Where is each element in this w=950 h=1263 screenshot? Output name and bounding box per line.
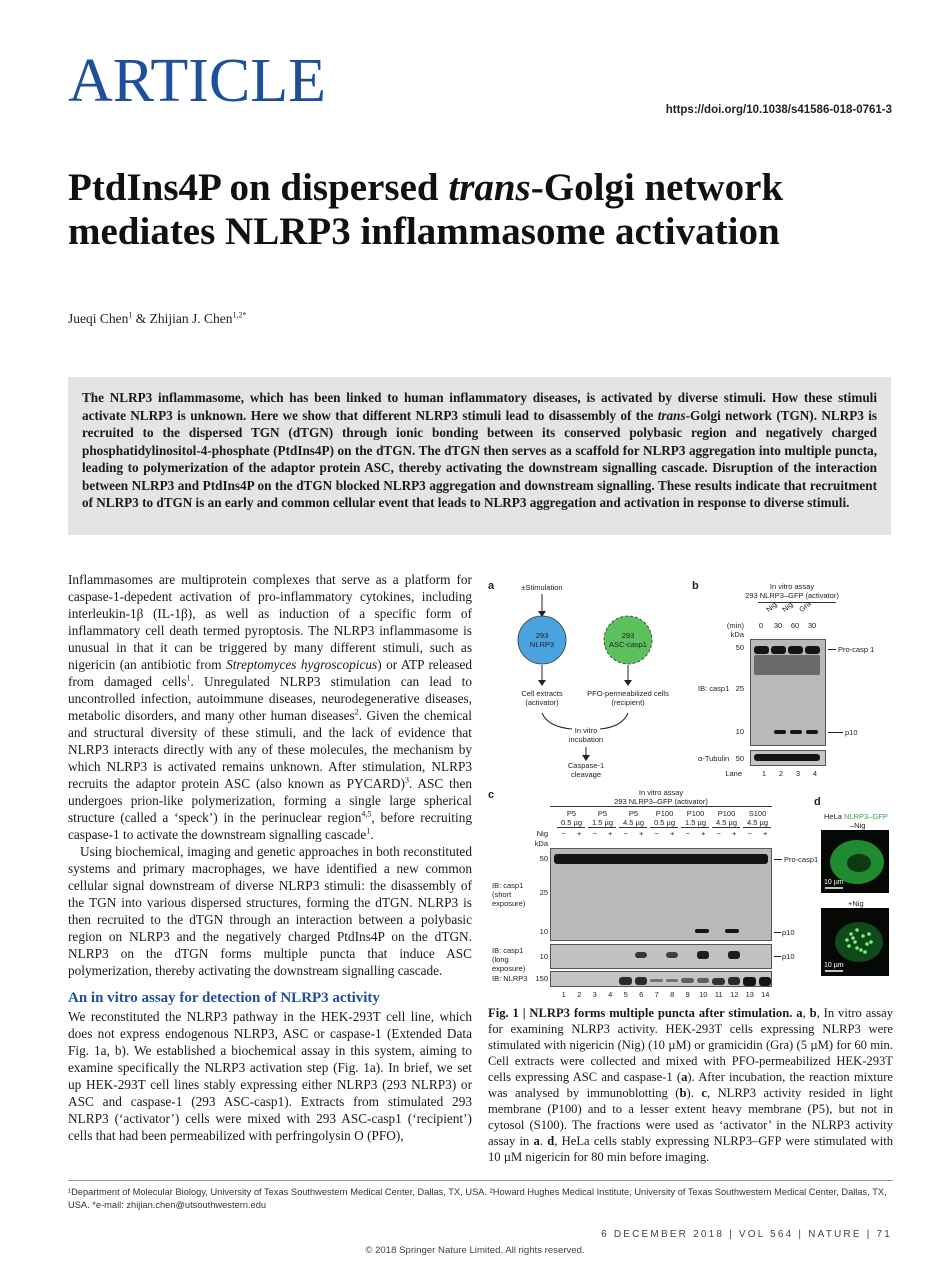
caption-title: Fig. 1 | NLRP3 forms multiple puncta after stimulation. bbox=[488, 1006, 793, 1020]
body-paragraph-3: We reconstituted the NLRP3 pathway in the HEK-293T cell line, which does not express endogenous NLRP3, ASC or caspase-1 (Extended Data Fig. 1a, b). We established a biochemical assay in this system, aiming to examine specifically the NLRP3 activation step (Fig. 1a). In brief, we set up HEK-293T cell lines stably expressing either NLRP3 (293 NLRP3) or ASC and caspase-1 (293 ASC-casp1). Extracts from stimulated 293 NLRP3 (‘activator’) cells were mixed with 293 ASC-casp1 (‘recipient’) cells that had been permeabilized with perfringolysin O (PFO), bbox=[68, 1009, 472, 1143]
time-label: 0 bbox=[758, 621, 764, 630]
caption-panel-ref: c bbox=[701, 1086, 707, 1100]
mw-marker: 50 bbox=[735, 643, 744, 652]
nlrp3-punctum bbox=[851, 936, 855, 940]
band-nlrp3 bbox=[635, 977, 648, 985]
lane-number: 3 bbox=[795, 769, 801, 778]
caption-text: , HeLa cells stably expressing NLRP3–GFP were stimulated with 10 µM nigericin for 80 min before imaging. bbox=[488, 1134, 894, 1164]
nig-sign: − bbox=[747, 829, 752, 838]
hela-text: HeLa bbox=[824, 812, 842, 821]
copyright-line: © 2018 Springer Nature Limited. All rights reserved. bbox=[365, 1245, 585, 1256]
reference-link[interactable]: 1 bbox=[366, 826, 371, 836]
band-nlrp3 bbox=[759, 977, 772, 986]
lane-number: 4 bbox=[812, 769, 818, 778]
band bbox=[788, 646, 803, 654]
lane-number: 8 bbox=[670, 990, 675, 999]
kda-label: kDa bbox=[730, 630, 744, 639]
nig-sign: − bbox=[716, 829, 721, 838]
band-nlrp3 bbox=[697, 978, 710, 983]
page-footer: 6 DECEMBER 2018 | VOL 564 | NATURE | 71 bbox=[601, 1229, 892, 1240]
caption-text: ). bbox=[686, 1086, 702, 1100]
body-text: Inflammasomes are multiprotein complexes that serve as a platform for caspase-1-depedent activation of pro-inflammatory cytokines, including interleukin-1β (IL-1β), as well as induction of a specific form of inflammatory cell death termed pyroptosis. The NLRP3 inflammasome is unusual in that it can be triggered by many different stimuli, such as nigericin (an antibiotic from bbox=[68, 572, 472, 672]
fraction-group-label: P100 1.5 µg bbox=[684, 809, 706, 827]
body-paragraph-2: Using biochemical, imaging and genetic approaches in both reconstituted systems and primary macrophages, we have identified a new common cellular signal downstream of diverse NLRP3 stimuli: the disassembly of the TGN into various dispersed structures, forming the dTGN. NLRP3 is then recruited to the dTGN through an interaction between a polybasic region on NLRP3 and the negatively charged PtdIns4P on the dTGN. NLRP3 on the dTGN forms multiple puncta that induce ASC polymerization, thereby activating the downstream signalling cascade. bbox=[68, 844, 472, 978]
col-label-nig: Nig bbox=[764, 599, 779, 614]
panel-b-label: b bbox=[692, 580, 699, 592]
abstract-box bbox=[68, 377, 891, 535]
lane-number: 1 bbox=[561, 990, 566, 999]
p10-label: p10 bbox=[782, 952, 795, 961]
group-bracket bbox=[619, 827, 647, 828]
panel-c-label: c bbox=[488, 789, 495, 801]
p10-label: p10 bbox=[782, 928, 795, 937]
stimulation-label: ±Stimulation bbox=[521, 583, 563, 592]
author-2-affil: 1,2* bbox=[232, 310, 247, 320]
band-p10 bbox=[790, 730, 802, 734]
col-label-gra: Gra bbox=[797, 599, 813, 614]
caption-panel-ref: a bbox=[796, 1006, 803, 1020]
author-1-affil: 1 bbox=[128, 310, 133, 320]
invitro-label: In vitro incubation bbox=[568, 726, 604, 744]
lane-number: 13 bbox=[745, 990, 754, 999]
panel-d-label: d bbox=[814, 796, 821, 808]
nlrp3-punctum bbox=[869, 940, 873, 944]
p10-label: p10 bbox=[845, 728, 858, 737]
pro-casp1-label: Pro-casp 1 bbox=[838, 645, 875, 654]
nig-sign: + bbox=[732, 829, 737, 838]
nlrp3-punctum bbox=[853, 940, 857, 944]
title-part2: -Golgi network mediates NLRP3 inflammasome activation bbox=[68, 166, 784, 253]
figure-1 bbox=[488, 577, 893, 1002]
lane-number: 4 bbox=[608, 990, 613, 999]
circle-1-label: 293 NLRP3 bbox=[529, 631, 555, 649]
micrograph-plus-nig bbox=[821, 908, 889, 976]
reference-link[interactable]: 1 bbox=[186, 673, 191, 683]
nig-sign: − bbox=[685, 829, 690, 838]
lane-number: 5 bbox=[623, 990, 628, 999]
body-text: . Unregulated NLRP3 stimulation can lead to uncontrolled infection, autoimmune diseases, neurodegenerative diseases, metabolic disorders, and many other human diseases bbox=[68, 674, 472, 723]
group-bracket bbox=[712, 827, 740, 828]
nlrp3-punctum bbox=[849, 932, 853, 936]
fraction-group-label: P100 4.5 µg bbox=[715, 809, 737, 827]
fraction-group-label: P5 4.5 µg bbox=[622, 809, 644, 827]
time-label: 30 bbox=[807, 621, 817, 630]
section-heading: An in vitro assay for detection of NLRP3 activity bbox=[68, 990, 380, 1006]
scale-label: 10 µm bbox=[824, 879, 844, 886]
group-bracket bbox=[743, 827, 771, 828]
lane-number: 2 bbox=[778, 769, 784, 778]
band-nlrp3 bbox=[728, 977, 741, 985]
hela-label bbox=[824, 812, 888, 821]
caption-panel-ref: a bbox=[533, 1134, 540, 1148]
body-paragraph-1 bbox=[68, 571, 472, 843]
caption-text: , bbox=[802, 1006, 810, 1020]
band-nlrp3 bbox=[712, 978, 725, 985]
band-p10-long bbox=[635, 952, 648, 958]
extracts-label: Cell extracts (activator) bbox=[521, 689, 563, 707]
nlrp3-punctum bbox=[867, 932, 871, 936]
panel-c-title: In vitro assay 293 NLRP3–GFP (activator) bbox=[614, 788, 708, 806]
nig-sign: − bbox=[561, 829, 566, 838]
lane-number: 14 bbox=[761, 990, 770, 999]
lane-number: 6 bbox=[639, 990, 644, 999]
caption-text: . bbox=[539, 1134, 548, 1148]
nig-label: Nig bbox=[536, 829, 548, 838]
caption-text: , In vitro assay for examining NLRP3 activity. HEK-293T cells expressing NLRP3 were stimulated with nigericin (Nig) (10 µM) or gramicidin (Gra) (5 µM) for 60 min. Cell extracts were collected and mixed with PFO-permeabilized HEK-293T cells expressing ASC and caspase-1 ( bbox=[488, 1006, 894, 1084]
fraction-group-label: P100 0.5 µg bbox=[653, 809, 675, 827]
abstract-text bbox=[82, 389, 877, 512]
body-text: ) or ATP released from damaged cells bbox=[68, 657, 473, 689]
group-bracket bbox=[588, 827, 616, 828]
lane-number: 1 bbox=[761, 769, 767, 778]
band-procasp1 bbox=[554, 854, 768, 864]
band-nlrp3 bbox=[666, 979, 679, 983]
doi-link[interactable]: https://doi.org/10.1038/s41586-018-0761-3 bbox=[665, 104, 892, 116]
figure-caption bbox=[488, 1005, 893, 1165]
fraction-group-label: P5 0.5 µg bbox=[560, 809, 582, 827]
band-p10-long bbox=[666, 952, 679, 958]
lane-number: 10 bbox=[699, 990, 708, 999]
nig-sign: + bbox=[701, 829, 706, 838]
panel-a-diagram bbox=[488, 577, 688, 782]
affiliations-footnote: ¹Department of Molecular Biology, University of Texas Southwestern Medical Center, Dallas, TX, USA. ²Howard Hughes Medical Institute, University of Texas Southwestern Medical Center, Dallas, TX, USA. *e-mail: zhijian.chen@utsouthwestern.edu bbox=[68, 1187, 887, 1210]
reference-link[interactable]: 4,5 bbox=[361, 809, 372, 819]
body-text: . bbox=[370, 827, 374, 842]
nig-sign: − bbox=[592, 829, 597, 838]
title-italic: trans bbox=[448, 166, 531, 209]
band-p10 bbox=[695, 929, 709, 933]
article-title bbox=[68, 166, 908, 254]
nig-sign: + bbox=[763, 829, 768, 838]
caption-panel-ref: b bbox=[679, 1086, 687, 1100]
lane-number: 12 bbox=[730, 990, 739, 999]
nig-sign: − bbox=[654, 829, 659, 838]
tubulin-label: α-Tubulin bbox=[698, 754, 730, 763]
group-bracket bbox=[557, 827, 585, 828]
nlrp3-punctum bbox=[845, 938, 849, 942]
body-column bbox=[68, 571, 472, 1144]
ib-long-label: IB: casp1 (long exposure) bbox=[492, 946, 526, 973]
nlrp3-punctum bbox=[859, 948, 863, 952]
nlrp3-punctum bbox=[865, 942, 869, 946]
nlrp3-punctum bbox=[863, 950, 867, 954]
reference-link[interactable]: 3 bbox=[404, 775, 409, 785]
nlrp3-punctum bbox=[855, 928, 859, 932]
caption-panel-ref: b bbox=[809, 1006, 817, 1020]
mw-marker: 10 bbox=[539, 952, 548, 961]
ib-short-label: IB: casp1 (short exposure) bbox=[492, 881, 526, 908]
mw-marker: 10 bbox=[539, 927, 548, 936]
nig-sign: − bbox=[623, 829, 628, 838]
lane-number: 11 bbox=[714, 990, 723, 999]
band-p10-long bbox=[728, 951, 741, 959]
nig-sign: + bbox=[608, 829, 613, 838]
band-nlrp3 bbox=[650, 979, 663, 983]
mw-marker: 50 bbox=[539, 854, 548, 863]
caption-panel-ref: d bbox=[547, 1134, 555, 1148]
lane-number: 9 bbox=[685, 990, 690, 999]
caption-text: ). After incubation, the reaction mixture was analysed by immunoblotting ( bbox=[488, 1070, 893, 1100]
body-text: , before recruiting caspase-1 to activate the downstream signalling cascade bbox=[68, 810, 472, 842]
band-p10 bbox=[725, 929, 739, 933]
band-tubulin bbox=[754, 754, 820, 761]
cleavage-label: Caspase-1 cleavage bbox=[567, 761, 605, 779]
ib-label: IB: casp1 bbox=[698, 684, 730, 693]
min-label: (min) bbox=[726, 621, 744, 630]
footnote-divider bbox=[68, 1180, 893, 1181]
kda-label: kDa bbox=[534, 839, 548, 848]
caption-text: , NLRP3 activity resided in light membrane (P100) and to a lesser extent heavy membrane (P5), but not in cytosol (S100). The fractions were used as ‘activator’ in the NLRP3 activity assay in bbox=[488, 1086, 893, 1148]
time-label: 30 bbox=[773, 621, 783, 630]
lane-number: 7 bbox=[654, 990, 659, 999]
group-bracket bbox=[650, 827, 678, 828]
mw-marker: 10 bbox=[735, 727, 744, 736]
mw-marker: 25 bbox=[539, 888, 548, 897]
mw-marker: 25 bbox=[735, 684, 744, 693]
band-nlrp3 bbox=[743, 977, 756, 986]
nlrp3-punctum bbox=[855, 946, 859, 950]
band bbox=[805, 646, 820, 654]
reference-link[interactable]: 2 bbox=[354, 707, 359, 717]
group-bracket bbox=[681, 827, 709, 828]
mw-marker: 150 bbox=[535, 974, 548, 983]
ib-nlrp3-label: IB: NLRP3 bbox=[492, 974, 528, 983]
author-list bbox=[68, 311, 247, 327]
author-2[interactable]: Zhijian J. Chen bbox=[149, 311, 233, 326]
nlrp3-punctum bbox=[847, 944, 851, 948]
body-text: . Given the chemical and structural diversity of these stimuli, and the lack of evidence that NLRP3 interacts directly with any of these molecules, the mechanism by which NLRP3 is activated remains unknown. After stimulation, NLRP3 recruits the adaptor protein ASC (also known as PYCARD) bbox=[68, 708, 472, 791]
cell-nucleus bbox=[847, 854, 871, 872]
smear bbox=[754, 655, 820, 675]
article-label: ARTICLE bbox=[68, 47, 327, 115]
nig-sign: + bbox=[577, 829, 582, 838]
pfo-label: PFO-permeabilized cells (recipient) bbox=[587, 689, 669, 707]
pro-casp1-label: Pro-casp1 bbox=[784, 855, 819, 864]
panel-b-title: In vitro assay 293 NLRP3–GFP (activator) bbox=[745, 582, 839, 600]
fraction-group-label: P5 1.5 µg bbox=[591, 809, 613, 827]
time-label: 60 bbox=[790, 621, 800, 630]
caption-panel-ref: a bbox=[681, 1070, 688, 1084]
lane-number: 2 bbox=[577, 990, 582, 999]
species-name: Streptomyces hygroscopicus bbox=[226, 657, 378, 672]
title-part1: PtdIns4P on dispersed bbox=[68, 166, 449, 209]
fraction-group-label: S100 4.5 µg bbox=[746, 809, 768, 827]
body-text: . ASC then undergoes prion-like polymerization, forming a single large spherical structure (called a ‘speck’) in the perinuclear region bbox=[68, 776, 472, 825]
circle-2-label: 293 ASC-casp1 bbox=[609, 631, 647, 649]
band-nlrp3 bbox=[681, 978, 694, 983]
mw-marker: 50 bbox=[735, 754, 744, 763]
nig-sign: + bbox=[670, 829, 675, 838]
band bbox=[754, 646, 769, 654]
lane-number: 3 bbox=[592, 990, 597, 999]
panel-a-label: a bbox=[488, 580, 495, 592]
gfp-label: NLRP3–GFP bbox=[844, 812, 888, 821]
band bbox=[771, 646, 786, 654]
scale-label: 10 µm bbox=[824, 962, 844, 969]
micrograph-minus-nig bbox=[821, 830, 889, 893]
plus-nig-label: +Nig bbox=[848, 899, 864, 908]
band-p10 bbox=[774, 730, 786, 734]
abstract-part2: -Golgi network (TGN). NLRP3 is recruited to the dispersed TGN (dTGN) through ionic bonding between its conserved polybasic region and negatively charged phosphatidylinositol-4-phosphate (PtdIns4P) on the dTGN. The dTGN then serves as a scaffold for NLRP3 aggregation into multiple puncta, leading to polymerization of the adaptor protein ASC, thereby activating the downstream signalling cascade. Disruption of the interaction between NLRP3 and PtdIns4P on the dTGN blocked NLRP3 aggregation and downstream signalling. These results indicate that recruitment of NLRP3 to dTGN is an early and common cellular event that leads to NLRP3 aggregation and activation in response to diverse stimuli. bbox=[82, 407, 877, 510]
band-nlrp3 bbox=[619, 977, 632, 985]
band-p10-long bbox=[697, 951, 710, 959]
nig-sign: + bbox=[639, 829, 644, 838]
abstract-part1: The NLRP3 inflammasome, which has been linked to human inflammatory diseases, is activated by diverse stimuli. How these stimuli activate NLRP3 is unknown. Here we show that different NLRP3 stimuli lead to disassembly of the bbox=[82, 390, 877, 423]
abstract-italic: trans bbox=[657, 407, 686, 423]
band-p10 bbox=[806, 730, 818, 734]
author-1[interactable]: Jueqi Chen bbox=[68, 311, 129, 326]
lane-label: Lane bbox=[725, 769, 742, 778]
author-separator: & bbox=[132, 311, 150, 326]
cell-cytoplasm bbox=[835, 922, 883, 962]
minus-nig-label: –Nig bbox=[850, 821, 866, 830]
col-label-nig: Nig bbox=[780, 599, 795, 614]
nlrp3-punctum bbox=[861, 934, 865, 938]
